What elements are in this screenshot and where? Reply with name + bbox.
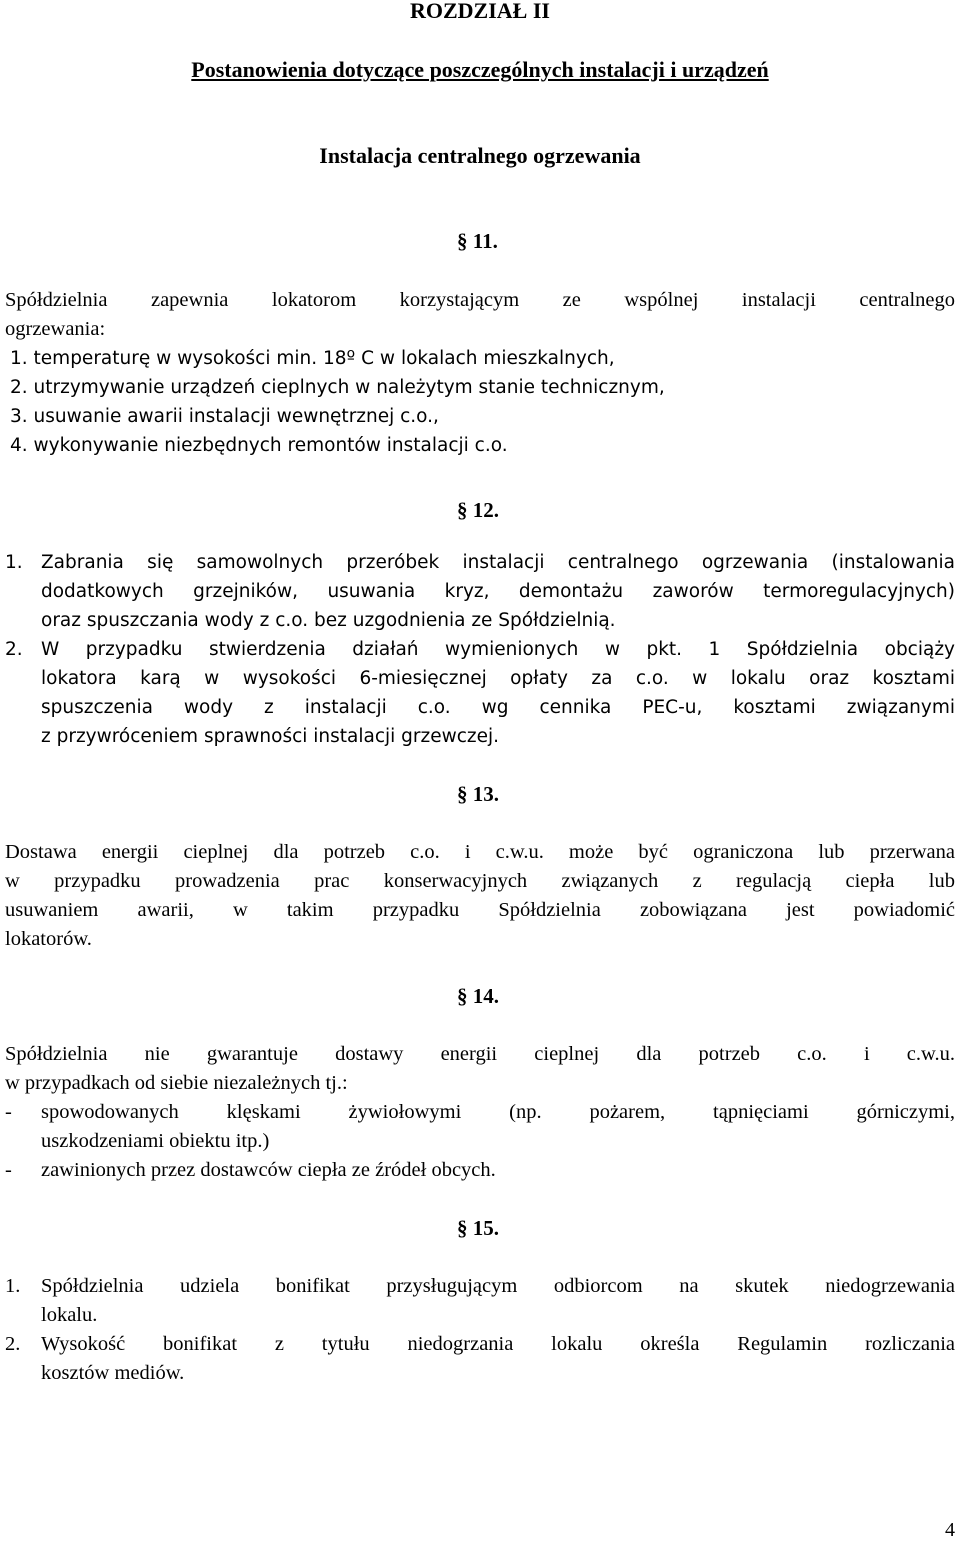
text-line: usuwaniem awarii, w takim przypadku Spółdzielnia zobowiązana jest powiadomić — [5, 899, 955, 921]
paragraph-11-intro-line: ogrzewania: — [5, 318, 106, 340]
list-item — [5, 1330, 955, 1388]
paragraph-11-body — [5, 286, 955, 460]
paragraph-12-heading: § 12. — [457, 498, 499, 522]
text-line: Spółdzielnia udziela bonifikat przysługującym odbiorcom na skutek niedogrzewania — [41, 1275, 955, 1297]
text-line: spowodowanych klęskami żywiołowymi (np. pożarem, tąpnięciami górniczymi, — [41, 1101, 955, 1123]
paragraph-11-intro-line: Spółdzielnia zapewnia lokatorom korzystającym ze wspólnej instalacji centralnego — [5, 289, 955, 311]
paragraph-14-heading: § 14. — [457, 984, 499, 1008]
list-item: 1. temperaturę w wysokości min. 18º C w lokalach mieszkalnych, — [10, 348, 615, 369]
paragraph-15-heading: § 15. — [457, 1216, 499, 1240]
list-item: 2. utrzymywanie urządzeń cieplnych w należytym stanie technicznym, — [10, 377, 665, 398]
text-line: Dostawa energii cieplnej dla potrzeb c.o. i c.w.u. może być ograniczona lub przerwana — [5, 841, 955, 863]
list-item — [5, 635, 955, 751]
paragraph-14-body — [5, 1040, 955, 1185]
dash-bullet: - — [5, 1159, 12, 1181]
item-number: 2. — [5, 1333, 21, 1355]
text-line: lokatorów. — [5, 928, 92, 950]
item-number: 1. — [5, 552, 23, 573]
text-line: lokalu. — [41, 1304, 98, 1326]
document-title: Postanowienia dotyczące poszczególnych instalacji i urządzeń — [191, 57, 769, 82]
text-line: lokatora karą w wysokości 6-miesięcznej opłaty za c.o. w lokalu oraz kosztami — [41, 668, 955, 689]
paragraph-13-heading: § 13. — [457, 782, 499, 806]
list-item — [5, 548, 955, 635]
item-number: 2. — [5, 639, 23, 660]
paragraph-13-body — [5, 838, 955, 954]
text-line: z przywróceniem sprawności instalacji grzewczej. — [41, 726, 500, 747]
item-number: 1. — [5, 1275, 21, 1297]
text-line: dodatkowych grzejników, usuwania kryz, demontażu zaworów termoregulacyjnych) — [41, 581, 955, 602]
list-item: 4. wykonywanie niezbędnych remontów instalacji c.o. — [10, 435, 508, 456]
page-number: 4 — [945, 1519, 955, 1541]
chapter-heading: ROZDZIAŁ II — [410, 0, 550, 23]
text-line: w przypadku prowadzenia prac konserwacyjnych związanych z regulacją ciepła lub — [5, 870, 955, 892]
text-line: Spółdzielnia nie gwarantuje dostawy energii cieplnej dla potrzeb c.o. i c.w.u. — [5, 1043, 955, 1065]
text-line: Zabrania się samowolnych przeróbek instalacji centralnego ogrzewania (instalowania — [41, 552, 955, 573]
text-line: kosztów mediów. — [41, 1362, 185, 1384]
text-line: W przypadku stwierdzenia działań wymienionych w pkt. 1 Spółdzielnia obciąży — [41, 639, 955, 660]
text-line: oraz spuszczania wody z c.o. bez uzgodnienia ze Spółdzielnią. — [41, 610, 616, 631]
list-item — [5, 1156, 955, 1185]
section-title: Instalacja centralnego ogrzewania — [319, 143, 641, 168]
text-line: w przypadkach od siebie niezależnych tj.: — [5, 1072, 348, 1094]
text-line: spuszczenia wody z instalacji c.o. wg cennika PEC-u, kosztami związanymi — [41, 697, 955, 718]
list-item: 3. usuwanie awarii instalacji wewnętrznej c.o., — [10, 406, 439, 427]
dash-bullet: - — [5, 1101, 12, 1123]
text-line: uszkodzeniami obiektu itp.) — [41, 1130, 270, 1152]
paragraph-11-heading: § 11. — [457, 229, 498, 253]
list-item — [5, 1272, 955, 1330]
list-item — [5, 1098, 955, 1156]
text-line: zawinionych przez dostawców ciepła ze źródeł obcych. — [41, 1159, 496, 1181]
paragraph-15-body — [5, 1272, 955, 1388]
paragraph-12-body — [5, 548, 955, 751]
text-line: Wysokość bonifikat z tytułu niedogrzania lokalu określa Regulamin rozliczania — [41, 1333, 955, 1355]
